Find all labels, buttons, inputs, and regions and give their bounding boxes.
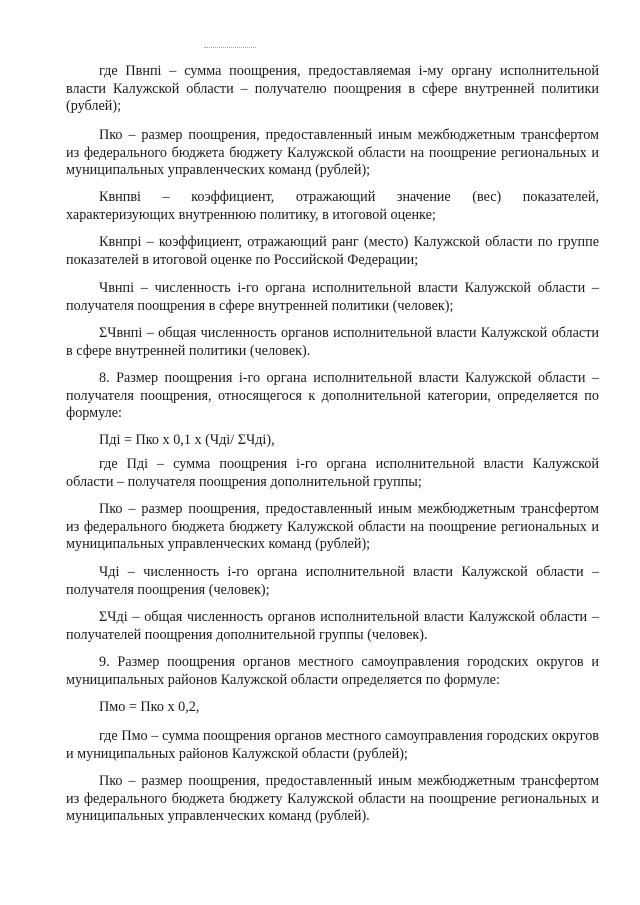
paragraph-sum-chvnpi-definition: ΣЧвнпі – общая численность органов исполнительной власти Калужской области в сфере внутренней политики (человек). <box>66 325 599 359</box>
paragraph-section-8: 8. Размер поощрения і-го органа исполнительной власти Калужской области – получателя поощрения, относящегося к дополнительной категории, определяется по формуле: <box>66 370 599 422</box>
paragraph-chvnpi-definition: Чвнпі – численность і-го органа исполнительной власти Калужской области – получателя поощрения в сфере внутренней политики (человек); <box>66 280 599 314</box>
paragraph-pdi-definition: где Пді – сумма поощрения і-го органа исполнительной власти Калужской области – получателя поощрения дополнительной группы; <box>66 456 599 490</box>
formula-pmo: Пмо = Пко х 0,2, <box>99 699 200 715</box>
paragraph-kvnpv-definition: Квнпві – коэффициент, отражающий значение (вес) показателей, характеризующих внутреннюю политику, в итоговой оценке; <box>66 189 599 223</box>
formula-pdi: Пді = Пко х 0,1 х (Чді/ ΣЧді), <box>99 432 275 448</box>
paragraph-pko-definition: Пко – размер поощрения, предоставленный иным межбюджетным трансфертом из федерального бюджета бюджету Калужской области на поощрение региональных и муниципальных управленческих команд (рублей); <box>66 127 599 179</box>
paragraph-pvnpi-definition: где Пвнпі – сумма поощрения, предоставляемая і-му органу исполнительной власти Калужской области – получателю поощрения в сфере внутренней политики (рублей); <box>66 63 599 115</box>
scan-mark <box>204 47 256 49</box>
paragraph-section-9: 9. Размер поощрения органов местного самоуправления городских округов и муниципальных районов Калужской области определяется по формуле: <box>66 654 599 688</box>
paragraph-pmo-definition: где Пмо – сумма поощрения органов местного самоуправления городских округов и муниципальных районов Калужской области (рублей); <box>66 728 599 762</box>
paragraph-pko-definition-3: Пко – размер поощрения, предоставленный иным межбюджетным трансфертом из федерального бюджета бюджету Калужской области на поощрение региональных и муниципальных управленческих команд (рублей). <box>66 773 599 825</box>
paragraph-pko-definition-2: Пко – размер поощрения, предоставленный иным межбюджетным трансфертом из федерального бюджета бюджету Калужской области на поощрение региональных и муниципальных управленческих команд (рублей); <box>66 501 599 553</box>
paragraph-chdi-definition: Чді – численность і-го органа исполнительной власти Калужской области – получателя поощрения (человек); <box>66 564 599 598</box>
paragraph-kvnpr-definition: Квнпрі – коэффициент, отражающий ранг (место) Калужской области по группе показателей в итоговой оценке по Российской Федерации; <box>66 234 599 268</box>
paragraph-sum-chdi-definition: ΣЧді – общая численность органов исполнительной власти Калужской области – получателей поощрения дополнительной группы (человек). <box>66 609 599 643</box>
